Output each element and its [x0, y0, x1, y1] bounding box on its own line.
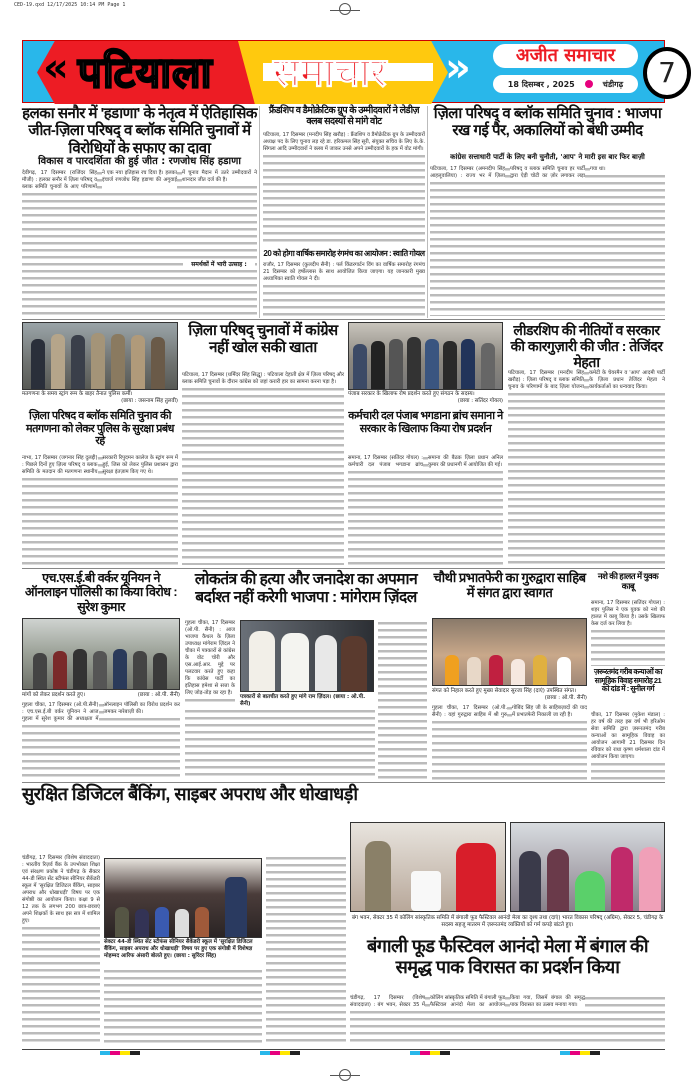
article-4-subhead: कांग्रेस सत्ताधारी पार्टी के लिए बनी चुनौती, 'आप' ने मारी इस बार फिर बाज़ी: [450, 153, 645, 161]
police-photo-caption: [22, 391, 178, 405]
section-name-samachar: समाचार: [273, 50, 387, 96]
seminar-photo: [104, 858, 262, 938]
article-15-text: चंडीगढ़, 17 दिसम्बर (विशेष संवाददाता) : बंग भवन, सेक्टर 35 में कोलिंग सांस्कृतिक समिति में बंगाली फूड फैस्टिवल आनंदो मेला का आयोजन किया गया, जिसमें बंगाल की समृद्ध पाक विरासत का उत्सव मनाया गया।: [350, 995, 585, 1008]
article-12-text: समाना, 17 दिसम्बर (सतिंदर गोयल) : शहर पुलिस ने एक युवक को नशे की हालत में काबू किया है। उसके खिलाफ केस दर्ज कर लिया है।: [591, 600, 665, 627]
article-2-headline: फ्रैंडशिप व डैमोक्रेटिक ग्रुप के उम्मीदवारों ने लेडीज़ क्लब सदस्यों से मांगे वोट: [268, 105, 420, 127]
color-bar: [410, 1051, 450, 1055]
article-12-headline: नशे की हालत में युवक काबू: [597, 571, 659, 591]
article-11-body: [432, 705, 587, 780]
article-4-body: [430, 166, 665, 316]
article-8-headline: लीडरशिप की नीतियों व सरकार की कारगुज़ारी की जीत : तेजिंदर मेहता: [510, 322, 663, 371]
article-13-headline: ज़रूरतमंद गरीब कन्याओं का सामूहिक विवाह समारोह 21 को दांड में : सुनील गर्ग: [593, 667, 663, 694]
column-divider: [427, 106, 428, 318]
seminar-caption: [104, 939, 262, 960]
article-14-body-right: [266, 855, 346, 1045]
protest-photo-caption: [348, 391, 503, 405]
registration-mark-icon: [339, 3, 351, 15]
article-4-headline: ज़िला परिषद् व ब्लॉक समिति चुनाव : भाजपा रख गई पैर, अकालियों को बंधी उम्मीद: [433, 105, 662, 140]
dot-icon: [585, 80, 593, 88]
press-meet-photo: [240, 620, 374, 692]
photo-credit: (छाया : सुरिंदर सिंह): [173, 953, 217, 959]
masthead-banner: [22, 40, 676, 103]
section-name-patiala: पटियाला: [78, 48, 213, 97]
color-bar: [260, 1051, 300, 1055]
article-3-body: [263, 262, 425, 316]
article-9-headline: एच.एस.ई.बी वर्कर यूनियन ने ऑनलाइन पॉलिसी का किया विरोध : सुरेश कुमार: [24, 571, 178, 614]
article-9-text: गुहला चीका, 17 दिसम्बर (ओ.पी.सैनी) : एच.एस.ई.बी वर्कर यूनियन ने आज गुहला में सुरेश कुमार की अध्यक्षता में ऑनलाइन पॉलिसी का विरोध प्रदर्शन कर जमकर नारेबाज़ी की।: [22, 702, 180, 722]
row-divider: [22, 782, 665, 783]
union-photo-caption: [22, 692, 180, 699]
article-9-body: [22, 702, 180, 780]
photo-credit: (छाया : ओ.पी. सैनी): [137, 692, 180, 698]
row-divider: [22, 568, 665, 569]
article-7-text: समाना, 17 दिसम्बर (सतिंदर गोयल) : कर्मचारी दल पंजाब भगडाना ब्रांच समाना की बैठक ज़िला प्रधान अनिल कुमार की प्रधानगी में आयोजित की गई।: [348, 455, 503, 468]
clothes-distribution-photo: [510, 822, 665, 912]
column-divider: [259, 106, 260, 318]
article-2-body: [263, 132, 425, 245]
article-10-body-right: [378, 620, 427, 780]
article-7-headline: कर्मचारी दल पंजाब भगडाना ब्रांच समाना ने सरकार के खिलाफ किया रोष प्रदर्शन: [348, 410, 503, 435]
gurudwara-caption: [432, 688, 587, 702]
article-11-headline: चौथी प्रभातफेरी का गुरुद्वारा साहिब में संगत द्वारा स्वागत: [433, 570, 586, 600]
food-festival-photo: [350, 822, 506, 912]
article-1-subhead: विकास व पारदर्शिता की हुई जीत : रणजोध सिंह हडाणा: [38, 156, 241, 167]
caption-text: मतगणना के समय स्ट्रांग रूम के बाहर तैनात पुलिस कर्मी।: [22, 391, 133, 397]
article-6-body: [182, 372, 344, 565]
caption-text: संगत को निहाल करते हुए मुख्य सेवादार सुरजा सिंह (दाएं) उपस्थित संगत।: [432, 688, 577, 694]
photo-credit: (छाया : ओ.पी. सैनी): [240, 694, 366, 707]
photo-credit: (छाया : जसनाम सिंह तुलवी): [121, 398, 178, 404]
article-1-subsection: समर्थकों में भारी उत्साह :: [183, 260, 255, 268]
paper-name: अजीत समाचार: [493, 44, 638, 68]
caption-text: पंजाब सरकार के खिलाफ रोष प्रदर्शन करते हुए संगठन के सदस्य।: [348, 391, 475, 397]
article-10-body-bottom: [185, 708, 375, 780]
article-10-text: गुहला चीका, 17 दिसम्बर (ओ.पी. सैनी) : आज भाजपा कैथल के ज़िला उपाध्यक्ष मांगेराम ज़िंदल ने चीका में पत्रकारों से कांग्रेस के वोट चोरी और एस.आई.आर. मुद्दे पर पलटवार करते हुए कहा कि कांग्रेस पार्टी का इतिहास हमेशा से सत्ता के लिए जोड़-तोड़ का रहा है।: [185, 620, 235, 696]
footer-rule: [22, 1049, 665, 1050]
article-1-headline: हलका सनौर में 'हडाणा' के नेतृत्व में ऐतिहासिक जीत-ज़िला परिषद् व ब्लॉक समिति चुनावों में विरोधियों के सफाए का दावा: [22, 105, 257, 157]
article-10-body-lead: [185, 620, 235, 705]
article-11-text: गुहला चीका, 17 दिसम्बर (ओ.पी. सैनी) : यहां गुरुद्वारा साहिब में श्री गुरु गोबिंद सिंह जी के साहिबज़ादों की याद में प्रभातफेरी निकाली जा रही है।: [432, 705, 587, 718]
article-13-body: [591, 712, 665, 780]
article-2-text: पटियाला, 17 दिसम्बर (मनदीप सिंह खरौड़) : फ्रैंडशिप व डैमोक्रेटिक ग्रुप के उम्मीदवारों अध्यक्ष पद के लिए चुनाव लड़ रहे डा. हरिकमल सिंह सूरी, संयुक्त सचिव के लिए के.के. सिंगला आदि उम्मीदवारों ने क्लब में जाकर उनसे अपने उम्मीदवारों के हक में वोट मांगी।: [263, 132, 425, 152]
chevron-right-icon: »: [445, 45, 471, 91]
police-photo: [22, 322, 178, 390]
caption-text: सेक्टर 44-डी स्थित सेंट स्टीफंस सीनियर सैकेंडरी स्कूल में 'सुरक्षित डिजिटल बैंकिंग, साइबर अपराध और धोखाधड़ी' विषय पर हुए एक संगोष्ठी में विशेषज्ञ मोहम्मद आरिफ अंसारी बोलते हुए।: [104, 939, 253, 959]
article-15-headline: बंगाली फूड फैस्टिवल आनंदो मेला में बंगाल की समृद्ध पाक विरासत का प्रदर्शन किया: [366, 936, 649, 977]
article-3-text: राजौर, 17 दिसम्बर (कुलदीप सैनी) : पर्ल किंडरगार्टन विंग का वार्षिक समारोह रंगमंच 21 दिसम्बर को हर्षोल्लास के साथ आयोजित किया जाएगा। यह जानकारी मुख्य अध्यापिका स्वाति गोयल ने दी।: [263, 262, 425, 282]
food-festival-caption: बंग भवन, सेक्टर 35 में कोलिंग सांस्कृतिक समिति में बंगाली फूड फैस्टिवल आनंदो मेला का दृश्य तथा (दाएं) भारत विकास परिषद् (अग्रिम), सेक्टर 5, चंडीगढ़ के सदस्य सहजू मातरम में ज़रूरतमंद व्यक्तियों को गर्म कपड़े बांटते हुए।: [351, 915, 664, 928]
photo-credit: (छाया : ओ.पी. सैनी): [544, 695, 587, 701]
article-4-text: पटियाला, 17 दिसम्बर (अमनदीप सिंह आहलूवालिया) : राज्य भर में ज़िला परिषद् व ब्लाक समिति चुनाव हर पार्टी द्वारा ऐड़ी चोटी का ज़ोर लगाकर लड़ा गया था।: [430, 166, 665, 180]
protest-photo: [348, 322, 503, 390]
article-14-body-bottom: [104, 968, 262, 1045]
article-5-body: [22, 455, 178, 565]
article-14-text: चंडीगढ़, 17 दिसम्बर (विशेष संवाददाता) : भारतीय रिज़र्व बैंक के उपभोक्ता शिक्षा एवं संरक्षण प्रकोष्ठ ने चंडीगढ़ के सैक्टर 44-डी स्थित सेंट स्टीफंस सीनियर सैकेंडरी स्कूल में 'सुरक्षित डिजिटल बैंकिंग, साइबर अपराध और धोखाधड़ी' विषय पर एक संगोष्ठी का आयोजन किया। कक्षा 9 से 12 तक के लगभग 200 छात्र-छात्राएं अपने शिक्षकों के साथ इस सत्र में शामिल हुए।: [22, 855, 100, 924]
caption-text: पत्रकारों से बातचीत करते हुए मांगे राम ज़िंदल।: [240, 694, 332, 700]
date-bar: [493, 75, 638, 93]
photo-credit: (छाया : सतिंदर गोयल): [457, 398, 503, 404]
page-number: 7: [643, 47, 691, 99]
issue-date: 18 दिसम्बर , 2025: [507, 79, 575, 89]
article-6-text: पटियाला, 17 दिसम्बर (धर्मिंदर सिंह सिद्धू) : पटियाला देहाती क्षेत्र में ज़िला परिषद् और ब्लाक समिति चुनावों के दौरान कांग्रेस को जहां करारी हार का सामना करना पड़ा है।: [182, 372, 344, 385]
registration-mark-icon: [339, 1069, 351, 1081]
caption-text: मांगों को लेकर प्रदर्शन करते हुए।: [22, 692, 86, 698]
article-14-headline: सुरक्षित डिजिटल बैंकिंग, साइबर अपराध और धोखाधड़ी: [22, 784, 358, 804]
article-8-body: [508, 370, 665, 565]
color-bar: [100, 1051, 140, 1055]
chevron-left-icon: «: [43, 45, 69, 91]
article-14-body: [22, 855, 100, 1045]
article-5-text: नाभा, 17 दिसम्बर (जगनार सिंह दुलद्दी) : पिछले दिनों हुए ज़िला परिषद् व ब्लाक समिति के मतदान की मतगणना स्थानीय सरकारी रिपुदमन कालेज के स्ट्रांग रूम में हुई, जिस को लेकर पुलिस प्रशासन द्वारा सुरक्षा इंतज़ाम किए गए थे।: [22, 455, 178, 475]
issue-city: चंडीगढ़: [602, 79, 624, 89]
file-info: CED-19.qxd 12/17/2025 10:14 PM Page 1: [14, 2, 126, 8]
color-bar: [560, 1051, 600, 1055]
article-6-headline: ज़िला परिषद् चुनावों में कांग्रेस नहीं खोल सकी खाता: [188, 322, 338, 357]
article-8-text: पटियाला, 17 दिसम्बर (मनदीप सिंह खरौड़) : ज़िला परिषद् व ब्लाक समिति चुनाव के परिणामों के बाद ज़िला योजना कमेटी के चेयरमैन व 'आप' आदमी पार्टी के ज़िला प्रधान तेजिंदर मेहता ने कार्यकर्ताओं का धन्यवाद किया।: [508, 370, 665, 390]
article-15-body: [350, 995, 665, 1045]
article-13-text: चीका, 17 दिसम्बर (मुकेश मंडाल) : हर वर्ष की तरह इस वर्ष भी हरिओम सेवा समिति द्वारा ज़रूरतमंद गरीब कन्याओं का सामूहिक विवाह का आयोजन आगामी 21 दिसम्बर दिन रविवार को राधा कृष्ण धर्मशाला दांड में आयोजन किया जाएगा।: [591, 712, 665, 760]
row-divider: [22, 319, 665, 320]
article-7-body: [348, 455, 503, 565]
press-meet-caption: [240, 694, 374, 708]
article-10-headline: लोकतंत्र की हत्या और जनादेश का अपमान बर्दाश्त नहीं करेगी भाजपा : मांगेराम ज़िंदल: [194, 571, 418, 606]
article-5-headline: ज़िला परिषद व ब्लॉक समिति चुनाव की मतगणना को लेकर पुलिस के सुरक्षा प्रबंध रहे: [26, 410, 174, 448]
article-1-body: [22, 170, 257, 316]
union-protest-photo: [22, 618, 180, 690]
article-12-body: [591, 600, 665, 666]
article-3-headline: 20 को होगा वार्षिक समारोह रंगमंच का आयोजन : स्वाति गोयल: [263, 249, 425, 258]
article-1-text: देवीगढ़, 17 दिसम्बर (राजिंदर सिंह मौजी) : हलका सनौर में ज़िला परिषद् व ब्लाक समिति चुनावों के आए परिणामों ने एक नया इतिहास रच दिया है। हलका इंचार्ज रणजोध सिंह हडाणा की अगुवाई में चुनाव मैदान में उतरे उम्मीदवारों ने शानदार जीत दर्ज की है।: [22, 170, 257, 190]
gurudwara-photo: [432, 618, 587, 686]
